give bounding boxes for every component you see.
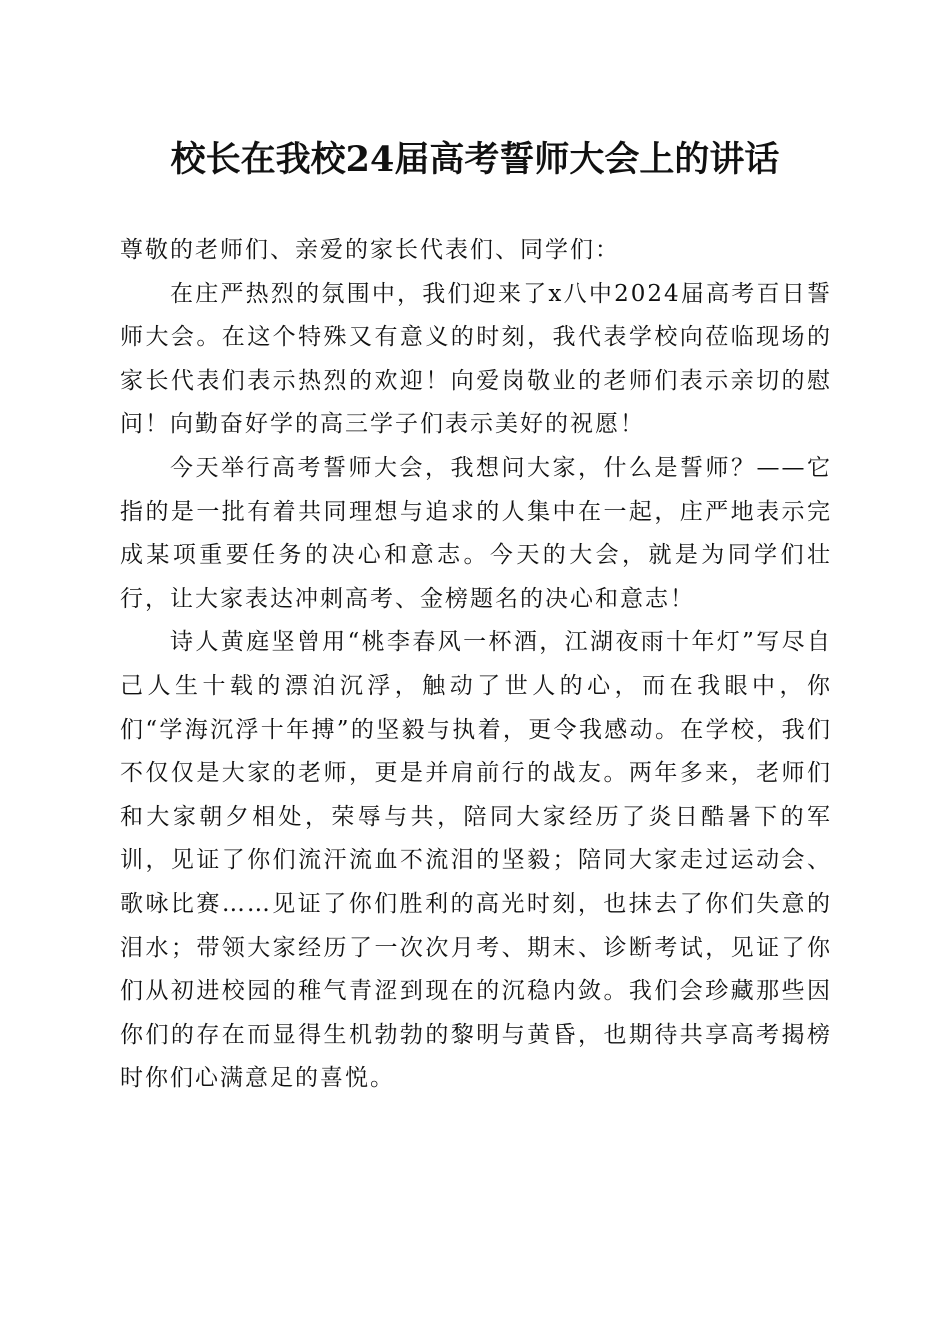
paragraph-reflection: 诗人黄庭坚曾用“桃李春风一杯酒，江湖夜雨十年灯”写尽自己人生十载的漂泊沉浮，触动了世人的心，而在我眼中，你们“学海沉浮十年搏”的坚毅与执着，更令我感动。在学校，我们不仅仅是大家的老师，更是并肩前行的战友。两年多来，老师们和大家朝夕相处，荣辱与共，陪同大家经历了炎日酷暑下的军训，见证了你们流汗流血不流泪的坚毅；陪同大家走过运动会、歌咏比赛……见证了你们胜利的高光时刻，也抹去了你们失意的泪水；带领大家经历了一次次月考、期末、诊断考试，见证了你们从初进校园的稚气青涩到现在的沉稳内敛。我们会珍藏那些因你们的存在而显得生机勃勃的黎明与黄昏，也期待共享高考揭榜时你们心满意足的喜悦。 xyxy=(120,629,832,1092)
paragraph-oath-meaning: 今天举行高考誓师大会，我想问大家，什么是誓师？——它指的是一批有着共同理想与追求的人集中在一起，庄严地表示完成某项重要任务的决心和意志。今天的大会，就是为同学们壮行，让大家表达冲刺高考、金榜题名的决心和意志！ xyxy=(120,454,832,612)
document-body xyxy=(120,229,832,1101)
salutation: 尊敬的老师们、亲爱的家长代表们、同学们： xyxy=(120,237,620,263)
paragraph-opening: 在庄严热烈的氛围中，我们迎来了x八中2024届高考百日誓师大会。在这个特殊又有意义的时刻，我代表学校向莅临现场的家长代表们表示热烈的欢迎！向爱岗敬业的老师们表示亲切的慰问！向勤奋好学的高三学子们表示美好的祝愿！ xyxy=(120,280,832,438)
document-title: 校长在我校24届高考誓师大会上的讲话 xyxy=(170,139,780,180)
